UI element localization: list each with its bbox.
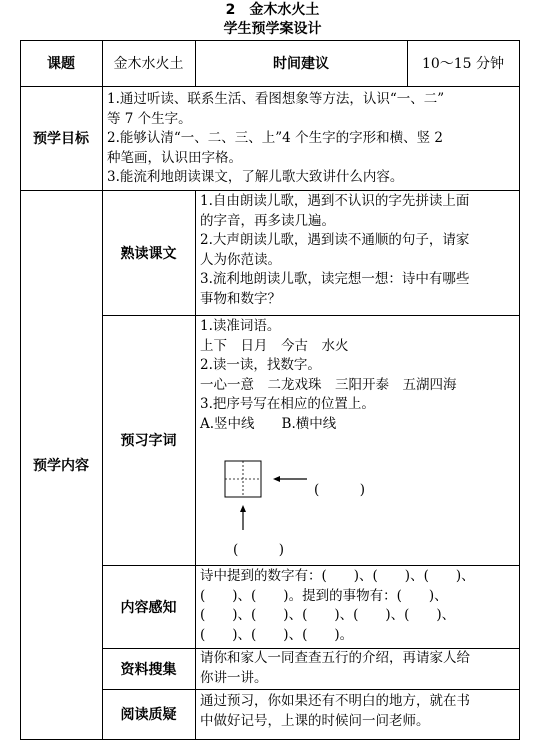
goal-line: 2.能够认清“一、二、三、上”4 个生字的字形和横、竖 2 [107,130,443,146]
goals-label: 预学目标 [33,131,89,147]
questions-line: 通过预习，你如果还有不明白的地方，就在书 [200,693,470,709]
read-line: 事物和数字？ [200,290,281,307]
words-line: 3.把序号写在相应的位置上。 [200,396,375,412]
read-line: 3.流利地朗读儿歌，读完想一想：诗中有哪些 [200,271,470,287]
goal-line: 等 7 个生字。 [107,110,192,127]
content-label: 预学内容 [33,457,89,474]
document-title: 学生预学案设计 [223,21,322,37]
words-line: 一心一意 二龙戏珠 三阳开泰 五湖四海 [200,376,457,393]
words-line: 2.读一读，找数字。 [200,357,321,373]
read-line: 的字音，再多读几遍。 [200,212,335,229]
time-suggestion-label: 时间建议 [273,56,329,72]
sense-line: 诗中提到的数字有：( )、( )、( )、 [200,568,475,584]
questions-line: 中做好记号，上课的时候问一问老师。 [200,712,430,729]
goal-line: 3.能流利地朗读课文，了解儿歌大致讲什么内容。 [107,169,404,185]
topic-label: 课题 [47,56,75,72]
lesson-title: 2 金木水火土 [225,2,320,18]
content-perception-label: 内容感知 [120,599,177,616]
search-line: 你讲一讲。 [200,669,268,686]
resource-collection-label: 资料搜集 [120,661,177,678]
reading-questions-label: 阅读质疑 [120,707,177,723]
words-line: 1.读准词语。 [200,318,281,334]
arrow-left-head-icon [273,476,280,482]
words-line: 上下 日月 今古 水火 [200,337,349,354]
sense-line: ( )、( )、( )、( )、( )、 [200,607,456,623]
arrow-up-head-icon [240,505,246,512]
reading-questions-text [200,692,516,731]
goals-text [107,90,515,188]
preview-words-text [200,317,516,434]
goal-line: 1.通过听读、联系生活、看图想象等方法，认识“一、二” [107,91,445,107]
read-line: 1.自由朗读儿歌，遇到不认识的字先拼读上面 [200,193,470,209]
content-perception-text [200,567,516,645]
sense-line: ( )、( )、( )。 [200,626,354,643]
read-line: 2.大声朗读儿歌，遇到读不通顺的句子，请家 [200,232,470,248]
sense-line: ( )、( )。提到的事物有：( )、 [200,587,448,604]
preview-words-label: 预习字词 [120,433,177,449]
answer-blank-right[interactable]: ( ) [314,482,366,498]
resource-collection-text [200,649,516,688]
read-aloud-label: 熟读课文 [120,245,177,262]
goal-line: 种笔画，认识田字格。 [107,149,242,166]
lesson-name: 金木水火土 [113,56,184,72]
read-aloud-text [200,192,516,309]
time-suggestion-value: 10～15 分钟 [421,56,505,72]
words-line: A.竖中线 B.横中线 [200,415,337,432]
read-line: 人为你范读。 [200,251,281,268]
answer-blank-bottom[interactable]: ( ) [233,542,285,558]
search-line: 请你和家人一同查查五行的介绍，再请家人给 [200,650,470,666]
